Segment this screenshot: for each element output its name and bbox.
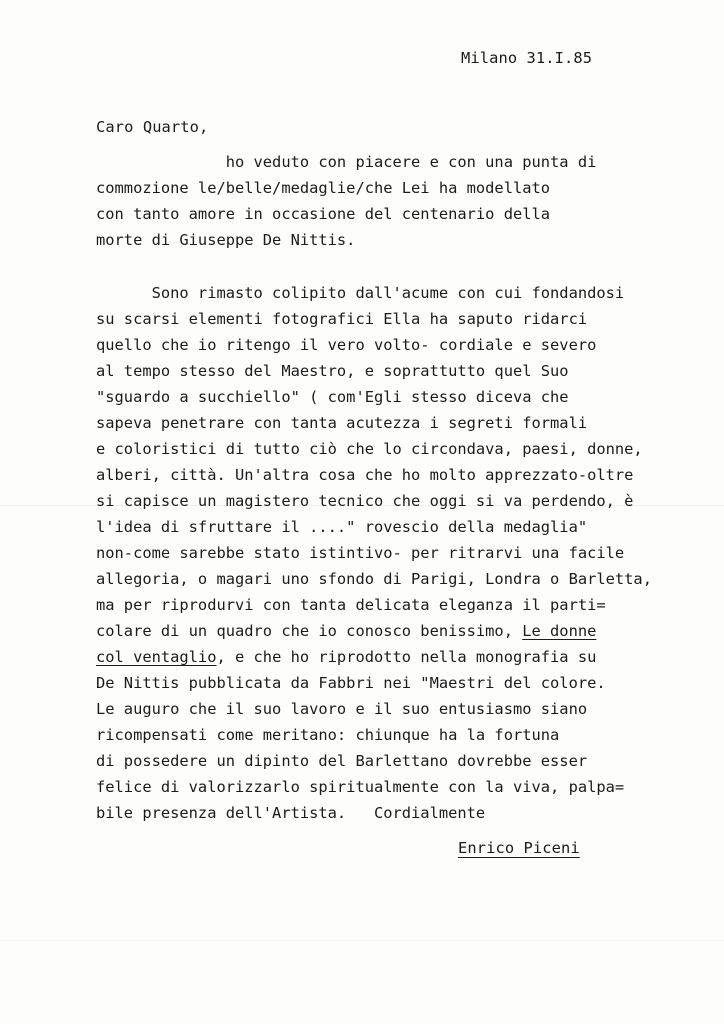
- body-line: felice di valorizzarlo spiritualmente con la viva, palpa=: [96, 778, 625, 796]
- signature: Enrico Piceni: [458, 839, 580, 857]
- body-line: di possedere un dipinto del Barlettano dovrebbe esser: [96, 752, 588, 770]
- body-line: l'idea di sfruttare il ...." rovescio della medaglia": [96, 518, 588, 536]
- body-line-text: , e che ho riprodotto nella monografia su: [216, 648, 597, 666]
- body-line: sapeva penetrare con tanta acutezza i segreti formali: [96, 414, 588, 432]
- body-line: ricompensati come meritano: chiunque ha la fortuna: [96, 726, 560, 744]
- artwork-title: Le donne: [522, 622, 597, 640]
- body-line: con tanto amore in occasione del centenario della: [96, 205, 551, 223]
- body-line: allegoria, o magari uno sfondo di Parigi, Londra o Barletta,: [96, 570, 652, 588]
- body-line: ma per riprodurvi con tanta delicata eleganza il parti=: [96, 596, 606, 614]
- body-line: e coloristici di tutto ciò che lo circondava, paesi, donne,: [96, 440, 643, 458]
- artwork-title: col ventaglio: [96, 648, 217, 666]
- body-line: quello che io ritengo il vero volto- cordiale e severo: [96, 336, 597, 354]
- letter-salutation: Caro Quarto,: [96, 118, 209, 136]
- body-line: si capisce un magistero tecnico che oggi si va perdendo, è: [96, 492, 634, 510]
- letter-date: Milano 31.I.85: [461, 49, 593, 67]
- paper-fold-line: [0, 940, 724, 941]
- body-line: non-come sarebbe stato istintivo- per ritrarvi una facile: [96, 544, 625, 562]
- body-line: morte di Giuseppe De Nittis.: [96, 231, 356, 249]
- body-line: "sguardo a succhiello" ( com'Egli stesso diceva che: [96, 388, 569, 406]
- body-line: De Nittis pubblicata da Fabbri nei "Maestri del colore.: [96, 674, 606, 692]
- body-line: [96, 622, 596, 641]
- body-line: Le auguro che il suo lavoro e il suo entusiasmo siano: [96, 700, 588, 718]
- body-line: bile presenza dell'Artista. Cordialmente: [96, 804, 486, 822]
- body-line: Sono rimasto colipito dall'acume con cui fondandosi: [96, 284, 625, 302]
- body-line-text: colare di un quadro che io conosco benissimo,: [96, 622, 523, 640]
- body-line: su scarsi elementi fotografici Ella ha saputo ridarci: [96, 310, 588, 328]
- body-line: alberi, città. Un'altra cosa che ho molto apprezzato-oltre: [96, 466, 634, 484]
- body-line: commozione le/belle/medaglie/che Lei ha modellato: [96, 179, 551, 197]
- body-line: ho veduto con piacere e con una punta di: [96, 153, 597, 171]
- body-line: [96, 648, 596, 667]
- body-line: al tempo stesso del Maestro, e soprattutto quel Suo: [96, 362, 569, 380]
